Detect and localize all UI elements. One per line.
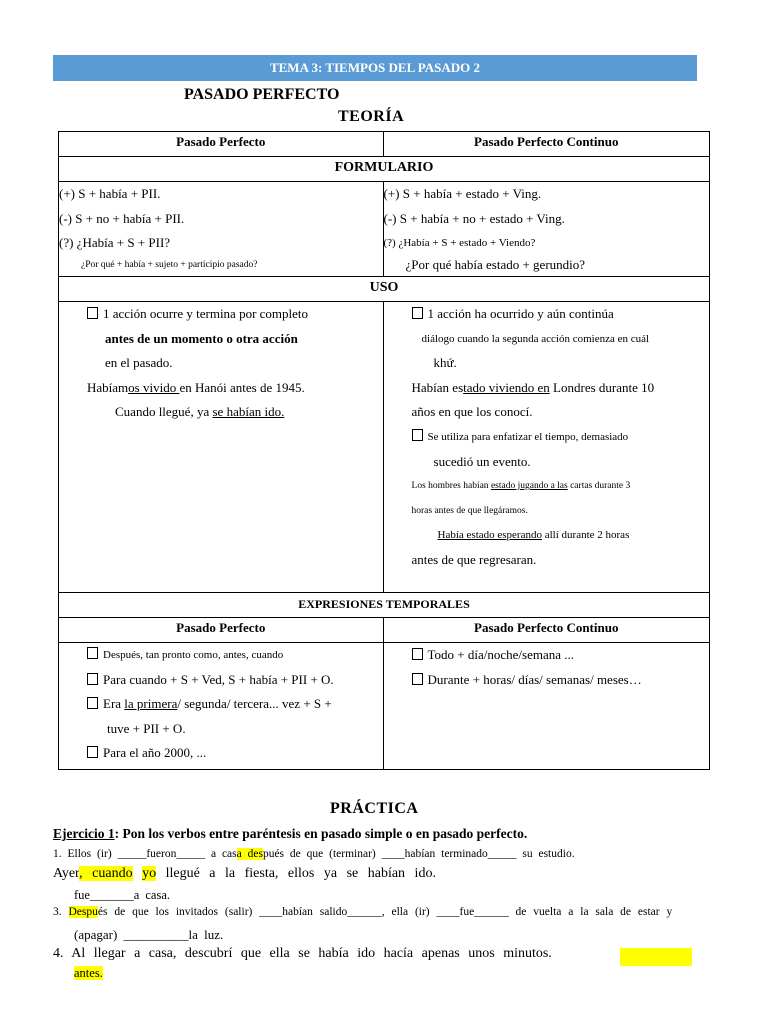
formula-negative: (-) S + no + había + PII.: [59, 210, 185, 226]
exercise-item-3: 3. Después de que los invitados (salir) ____habían salido______, ella (ir) ____fue______ de vuelta a la sala de estar y: [53, 906, 673, 918]
uso-right: 1 acción ha ocurrido y aún continúa diálogo cuando la segunda acción comienza en cuál khứ. Habían estado viviendo en Londres durante 10 años en que los conocí. Se utiliza para enfatizar el tiempo, demasiado sucedió un evento. Los hombres habían estado jugando a las cartas durante 3 horas antes de que llegáramos. Había estado esperando allí durante 2 horas antes de que regresaran.: [383, 302, 709, 593]
checkbox-icon: [412, 648, 423, 660]
checkbox-icon: [87, 746, 98, 758]
col-header-pasado-perfecto-continuo: Pasado Perfecto Continuo: [383, 132, 709, 157]
checkbox-icon: [412, 307, 423, 319]
table-header-row: [59, 132, 710, 157]
highlight-mark: [620, 948, 692, 966]
formula-why: ¿Por qué había estado + gerundio?: [405, 256, 586, 272]
checkbox-icon: [87, 307, 98, 319]
formula-question: (?) ¿Había + S + estado + Viendo?: [383, 237, 536, 250]
section-formulario: FORMULARIO: [59, 157, 710, 182]
grammar-table: [58, 131, 710, 770]
section-expresiones-temporales: EXPRESIONES TEMPORALES: [59, 593, 710, 618]
expresiones-row: [59, 643, 710, 770]
checkbox-icon: [412, 429, 423, 441]
expresiones-header-row: [59, 618, 710, 643]
formula-affirmative: (+) S + había + estado + Ving.: [383, 186, 542, 201]
col-header-pasado-perfecto-continuo: Pasado Perfecto Continuo: [383, 618, 709, 643]
exercise-item-1: 1. Ellos (ir) _____fueron_____ a casa después de que (terminar) ____habían terminado_____ su estudio.: [53, 848, 575, 860]
checkbox-icon: [87, 697, 98, 709]
exercise-heading: Ejercicio 1: Pon los verbos entre paréntesis en pasado simple o en pasado perfecto.: [53, 826, 528, 841]
uso-left: 1 acción ocurre y termina por completo antes de un momento o otra acción en el pasado. Habíamos vivido en Hanói antes de 1945. Cuando llegué, ya se habían ido.: [59, 302, 384, 593]
exercise-item-3-cont: (apagar) __________la luz.: [74, 927, 224, 942]
exercise-item-4: 4. Al llegar a casa, descubrí que ella se había ido hacía apenas unos minutos.: [53, 946, 552, 961]
col-header-pasado-perfecto: Pasado Perfecto: [59, 132, 384, 157]
col-header-pasado-perfecto: Pasado Perfecto: [59, 618, 384, 643]
checkbox-icon: [87, 673, 98, 685]
expresiones-left: Después, tan pronto como, antes, cuando Para cuando + S + Ved, S + había + PII + O. Era la primera/ segunda/ tercera... vez + S + tuve + PII + O. Para el año 2000, ...: [59, 643, 384, 770]
expresiones-right: Todo + día/noche/semana ... Durante + horas/ días/ semanas/ meses…: [383, 643, 709, 770]
checkbox-icon: [412, 673, 423, 685]
uso-row: [59, 302, 710, 593]
formulario-left: [59, 182, 384, 277]
exercise-item-2: Ayer, cuando yo llegué a la fiesta, ellos ya se habían ido.: [53, 866, 436, 881]
topic-banner: TEMA 3: TIEMPOS DEL PASADO 2: [53, 55, 697, 81]
formulario-row: [59, 182, 710, 277]
formula-affirmative: (+) S + había + PII.: [59, 186, 161, 201]
formula-question: (?) ¿Había + S + PII?: [59, 235, 171, 251]
formula-why: ¿Por qué + había + sujeto + participio pasado?: [81, 259, 258, 270]
exercise-item-2-answer: fue_______a casa.: [74, 888, 171, 902]
exercise-item-4-cont: antes.: [74, 966, 103, 980]
formula-negative: (-) S + había + no + estado + Ving.: [383, 210, 565, 226]
section-title-teoria: TEORÍA: [338, 108, 405, 125]
formulario-right: [383, 182, 709, 277]
section-uso: USO: [59, 277, 710, 302]
checkbox-icon: [87, 647, 98, 659]
page-title: PASADO PERFECTO: [184, 86, 340, 103]
section-title-practica: PRÁCTICA: [330, 800, 419, 817]
